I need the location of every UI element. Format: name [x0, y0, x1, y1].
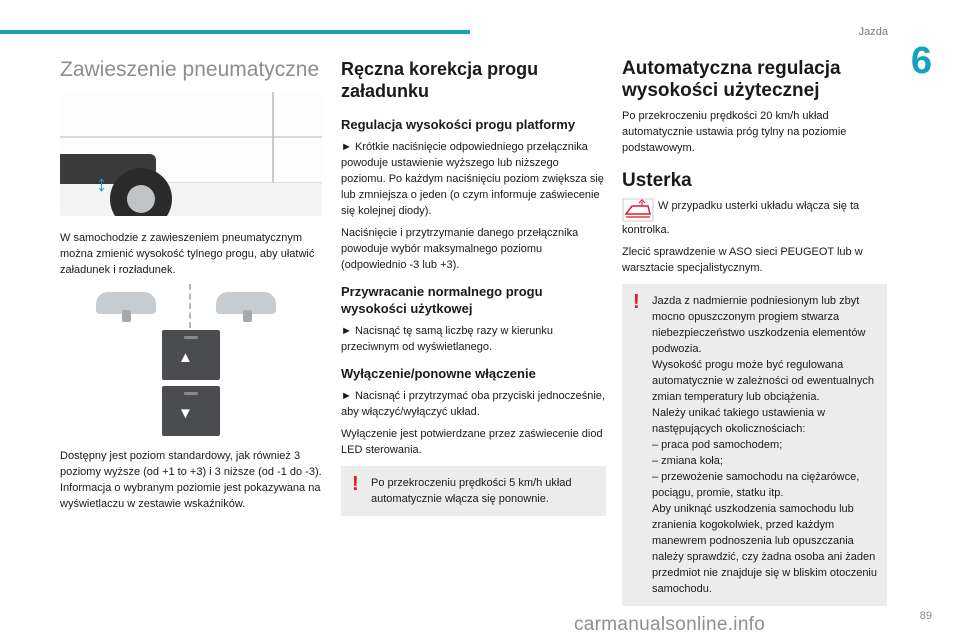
van-rear-illustration [60, 92, 322, 216]
height-arrow-icon: ↕ [96, 171, 107, 196]
fault-text-1: W przypadku usterki układu włącza się ta kontrolka. [622, 200, 860, 236]
warning-icon: ! [633, 291, 640, 313]
warning-line: Należy unikać takiego ustawienia w następujących okolicznościach: [652, 407, 826, 435]
section-title-manual: Ręczna korekcja progu załadunku [341, 59, 539, 101]
levels-text: Dostępny jest poziom standardowy, jak również 3 poziomy wyższe (od +1 to +3) i 3 niższe (od -1 do -3). Informacja o wybranym poziomie jest pokazywana na wyświetlaczu w zestawie wskaźników. [60, 450, 322, 510]
warning-line: Jazda z nadmiernie podniesionym lub zbyt mocno opuszczonym progiem stwarza niebezpieczeństwo uszkodzenia elementów podwozia. [652, 295, 866, 355]
section-title-auto: Automatyczna regulacja wysokości użytecznej [622, 58, 841, 101]
column-manual-correction [341, 58, 606, 516]
warning-line: Aby uniknąć uszkodzenia samochodu lub zranienia kogokolwiek, przed każdym manewrem podnoszenia lub opuszczania należy sprawdzić, czy żadna osoba ani żaden przedmiot nie znajduje się w bliskim otoczeniu samochodu. [652, 503, 877, 595]
lower-button-icon: ▼ [162, 386, 220, 436]
warning-box-height [622, 284, 887, 606]
fault-text-2: Zlecić sprawdzenie w ASO sieci PEUGEOT lub w warsztacie specjalistycznym. [622, 246, 863, 274]
column-air-suspension [60, 58, 322, 518]
subsection-title-toggle: Wyłączenie/ponowne włączenie [341, 366, 536, 381]
warning-line: – praca pod samochodem; [652, 439, 783, 451]
page-number: 89 [919, 610, 932, 622]
column-auto-adjust [622, 58, 887, 606]
restore-text: ► Nacisnąć tę samą liczbę razy w kierunku przeciwnym od wyświetlanego. [341, 325, 554, 353]
warning-line: Wysokość progu może być regulowana automatycznie w zależności od ewentualnych zmian temperatury lub obciążenia. [652, 359, 874, 403]
raise-button-icon: ▲ [162, 330, 220, 380]
section-name: Jazda [858, 26, 888, 38]
steering-wheel-illustration [76, 284, 306, 324]
subsection-title-restore: Przywracanie normalnego progu wysokości użytkowej [341, 284, 543, 316]
header-accent-bar [0, 30, 470, 34]
toggle-text-1: ► Nacisnąć i przytrzymać oba przyciski jednocześnie, aby włączyć/wyłączyć układ. [341, 390, 605, 418]
warning-icon: ! [352, 473, 359, 495]
chapter-number: 6 [910, 40, 932, 82]
watermark: carmanualsonline.info [574, 614, 766, 635]
page-title: Zawieszenie pneumatyczne [60, 58, 320, 81]
intro-text: W samochodzie z zawieszeniem pneumatycznym można zmienić wysokość tylnego progu, aby ułatwić załadunek i rozładunek. [60, 232, 315, 276]
auto-text: Po przekroczeniu prędkości 20 km/h układ automatycznie ustawia próg tylny na poziomie podstawowym. [622, 110, 847, 154]
warning-line: – zmiana koła; [652, 455, 723, 467]
warning-speed-text: Po przekroczeniu prędkości 5 km/h układ automatycznie włącza się ponownie. [371, 477, 572, 505]
toggle-text-2: Wyłączenie jest potwierdzane przez zaświecenie diod LED sterowania. [341, 428, 603, 456]
warning-box-speed [341, 466, 606, 516]
suspension-fault-icon [622, 198, 654, 222]
section-title-fault: Usterka [622, 170, 692, 191]
subsection-title-adjust: Regulacja wysokości progu platformy [341, 117, 576, 132]
adjust-text-2: Naciśnięcie i przytrzymanie danego przełącznika powoduje wybór maksymalnego poziomu (odpowiednio -3 lub +3). [341, 227, 579, 271]
adjust-text-1: ► Krótkie naciśnięcie odpowiedniego przełącznika powoduje ustawienie wyższego lub niższego poziomu. Po każdym naciśnięciu poziom zwiększa się lub zmniejsza o jeden (o czym informuje zaświecenie się kolejnej diody). [341, 141, 604, 217]
warning-line: – przewożenie samochodu na ciężarówce, pociągu, promie, statku itp. [652, 471, 860, 499]
